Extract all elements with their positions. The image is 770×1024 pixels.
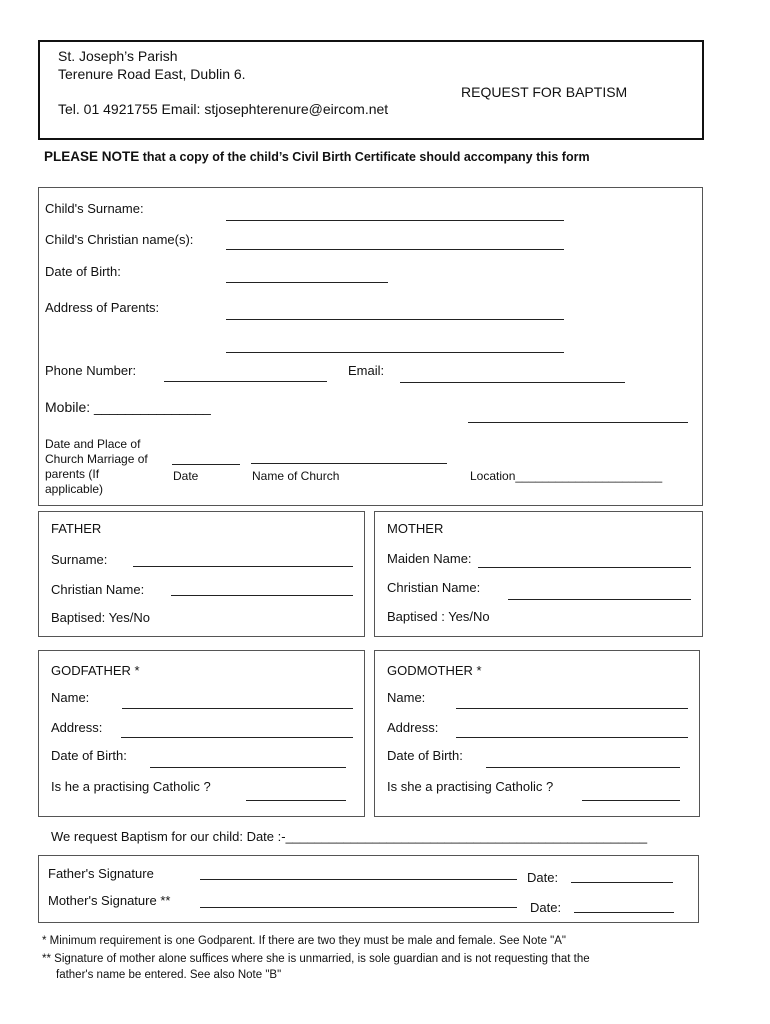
mother-signature-date-field[interactable] (574, 912, 674, 913)
father-surname-field[interactable] (133, 566, 353, 567)
godfather-heading: GODFATHER * (51, 663, 140, 678)
mother-christian-name-label: Christian Name: (387, 580, 481, 595)
marriage-label-line2: Church Marriage of (45, 452, 148, 466)
parish-contact: Tel. 01 4921755 Email: stjosephterenure@eircom.net (58, 101, 389, 117)
godfather-dob-label: Date of Birth: (51, 748, 127, 763)
godmother-dob-label: Date of Birth: (387, 748, 463, 763)
marriage-label-line4: applicable) (45, 482, 104, 496)
footnote-a: * Minimum requirement is one Godparent. If there are two they must be male and female. See Note "A" (42, 935, 567, 947)
child-christian-name-field[interactable] (226, 249, 564, 250)
godmother-heading: GODMOTHER * (387, 663, 482, 678)
godmother-name-label: Name: (387, 690, 426, 705)
godfather-address-label: Address: (51, 720, 103, 735)
godfather-catholic-field[interactable] (246, 800, 346, 801)
parents-address-field-1[interactable] (226, 319, 564, 320)
form-title: REQUEST FOR BAPTISM (461, 84, 628, 100)
marriage-label-line1: Date and Place of (45, 437, 141, 451)
mobile-label: Mobile: _______________ (45, 399, 211, 415)
godmother-address-label: Address: (387, 720, 439, 735)
mother-maiden-name-label: Maiden Name: (387, 551, 472, 566)
mother-heading: MOTHER (387, 521, 444, 536)
footnote-b-line2: father's name be entered. See also Note "B" (56, 969, 282, 981)
godfather-name-label: Name: (51, 690, 90, 705)
godmother-catholic-field[interactable] (582, 800, 680, 801)
godmother-catholic-label: Is she a practising Catholic ? (387, 779, 554, 794)
father-signature-label: Father's Signature (48, 866, 154, 881)
note-line (44, 149, 590, 164)
father-baptised-label: Baptised: Yes/No (51, 610, 151, 625)
godfather-catholic-label: Is he a practising Catholic ? (51, 779, 211, 794)
godfather-name-field[interactable] (122, 708, 353, 709)
marriage-location-caption: Location______________________ (470, 469, 663, 483)
father-signature-date-field[interactable] (571, 882, 673, 883)
father-christian-name-label: Christian Name: (51, 582, 145, 597)
parents-address-field-2[interactable] (226, 352, 564, 353)
header-box (38, 40, 704, 140)
father-signature-date-label: Date: (527, 870, 559, 885)
mother-christian-name-field[interactable] (508, 599, 691, 600)
godmother-name-field[interactable] (456, 708, 688, 709)
mother-signature-label: Mother's Signature ** (48, 893, 171, 908)
email-field[interactable] (400, 382, 625, 383)
phone-label: Phone Number: (45, 363, 137, 378)
child-surname-field[interactable] (226, 220, 564, 221)
godfather-dob-field[interactable] (150, 767, 346, 768)
child-christian-name-label: Child's Christian name(s): (45, 232, 194, 247)
child-dob-label: Date of Birth: (45, 264, 121, 279)
parish-name: St. Joseph’s Parish (58, 48, 178, 64)
mother-signature-date-label: Date: (530, 900, 562, 915)
footnote-b-line1: ** Signature of mother alone suffices where she is unmarried, is sole guardian and is not requesting that the (42, 953, 590, 965)
phone-field[interactable] (164, 381, 327, 382)
parish-address: Terenure Road East, Dublin 6. (58, 66, 246, 82)
godmother-address-field[interactable] (456, 737, 688, 738)
father-heading: FATHER (51, 521, 102, 536)
marriage-label-line3: parents (If (45, 467, 100, 481)
father-christian-name-field[interactable] (171, 595, 353, 596)
father-signature-field[interactable] (200, 879, 517, 880)
marriage-date-field[interactable] (172, 464, 240, 465)
note-emphasis: PLEASE NOTE (44, 149, 140, 164)
mother-baptised-label: Baptised : Yes/No (387, 609, 490, 624)
father-surname-label: Surname: (51, 552, 108, 567)
child-surname-label: Child's Surname: (45, 201, 144, 216)
baptism-request-text: We request Baptism for our child: Date :-__________________________________________________ (51, 829, 648, 844)
godmother-dob-field[interactable] (486, 767, 680, 768)
marriage-church-caption: Name of Church (252, 469, 340, 483)
marriage-church-field[interactable] (251, 463, 447, 464)
parents-address-label: Address of Parents: (45, 300, 160, 315)
extra-field[interactable] (468, 422, 688, 423)
email-label: Email: (348, 363, 385, 378)
child-dob-field[interactable] (226, 282, 388, 283)
mother-signature-field[interactable] (200, 907, 517, 908)
mother-maiden-name-field[interactable] (478, 567, 691, 568)
godfather-address-field[interactable] (121, 737, 353, 738)
note-text: that a copy of the child’s Civil Birth Certificate should accompany this form (139, 150, 590, 164)
marriage-date-caption: Date (173, 469, 199, 483)
